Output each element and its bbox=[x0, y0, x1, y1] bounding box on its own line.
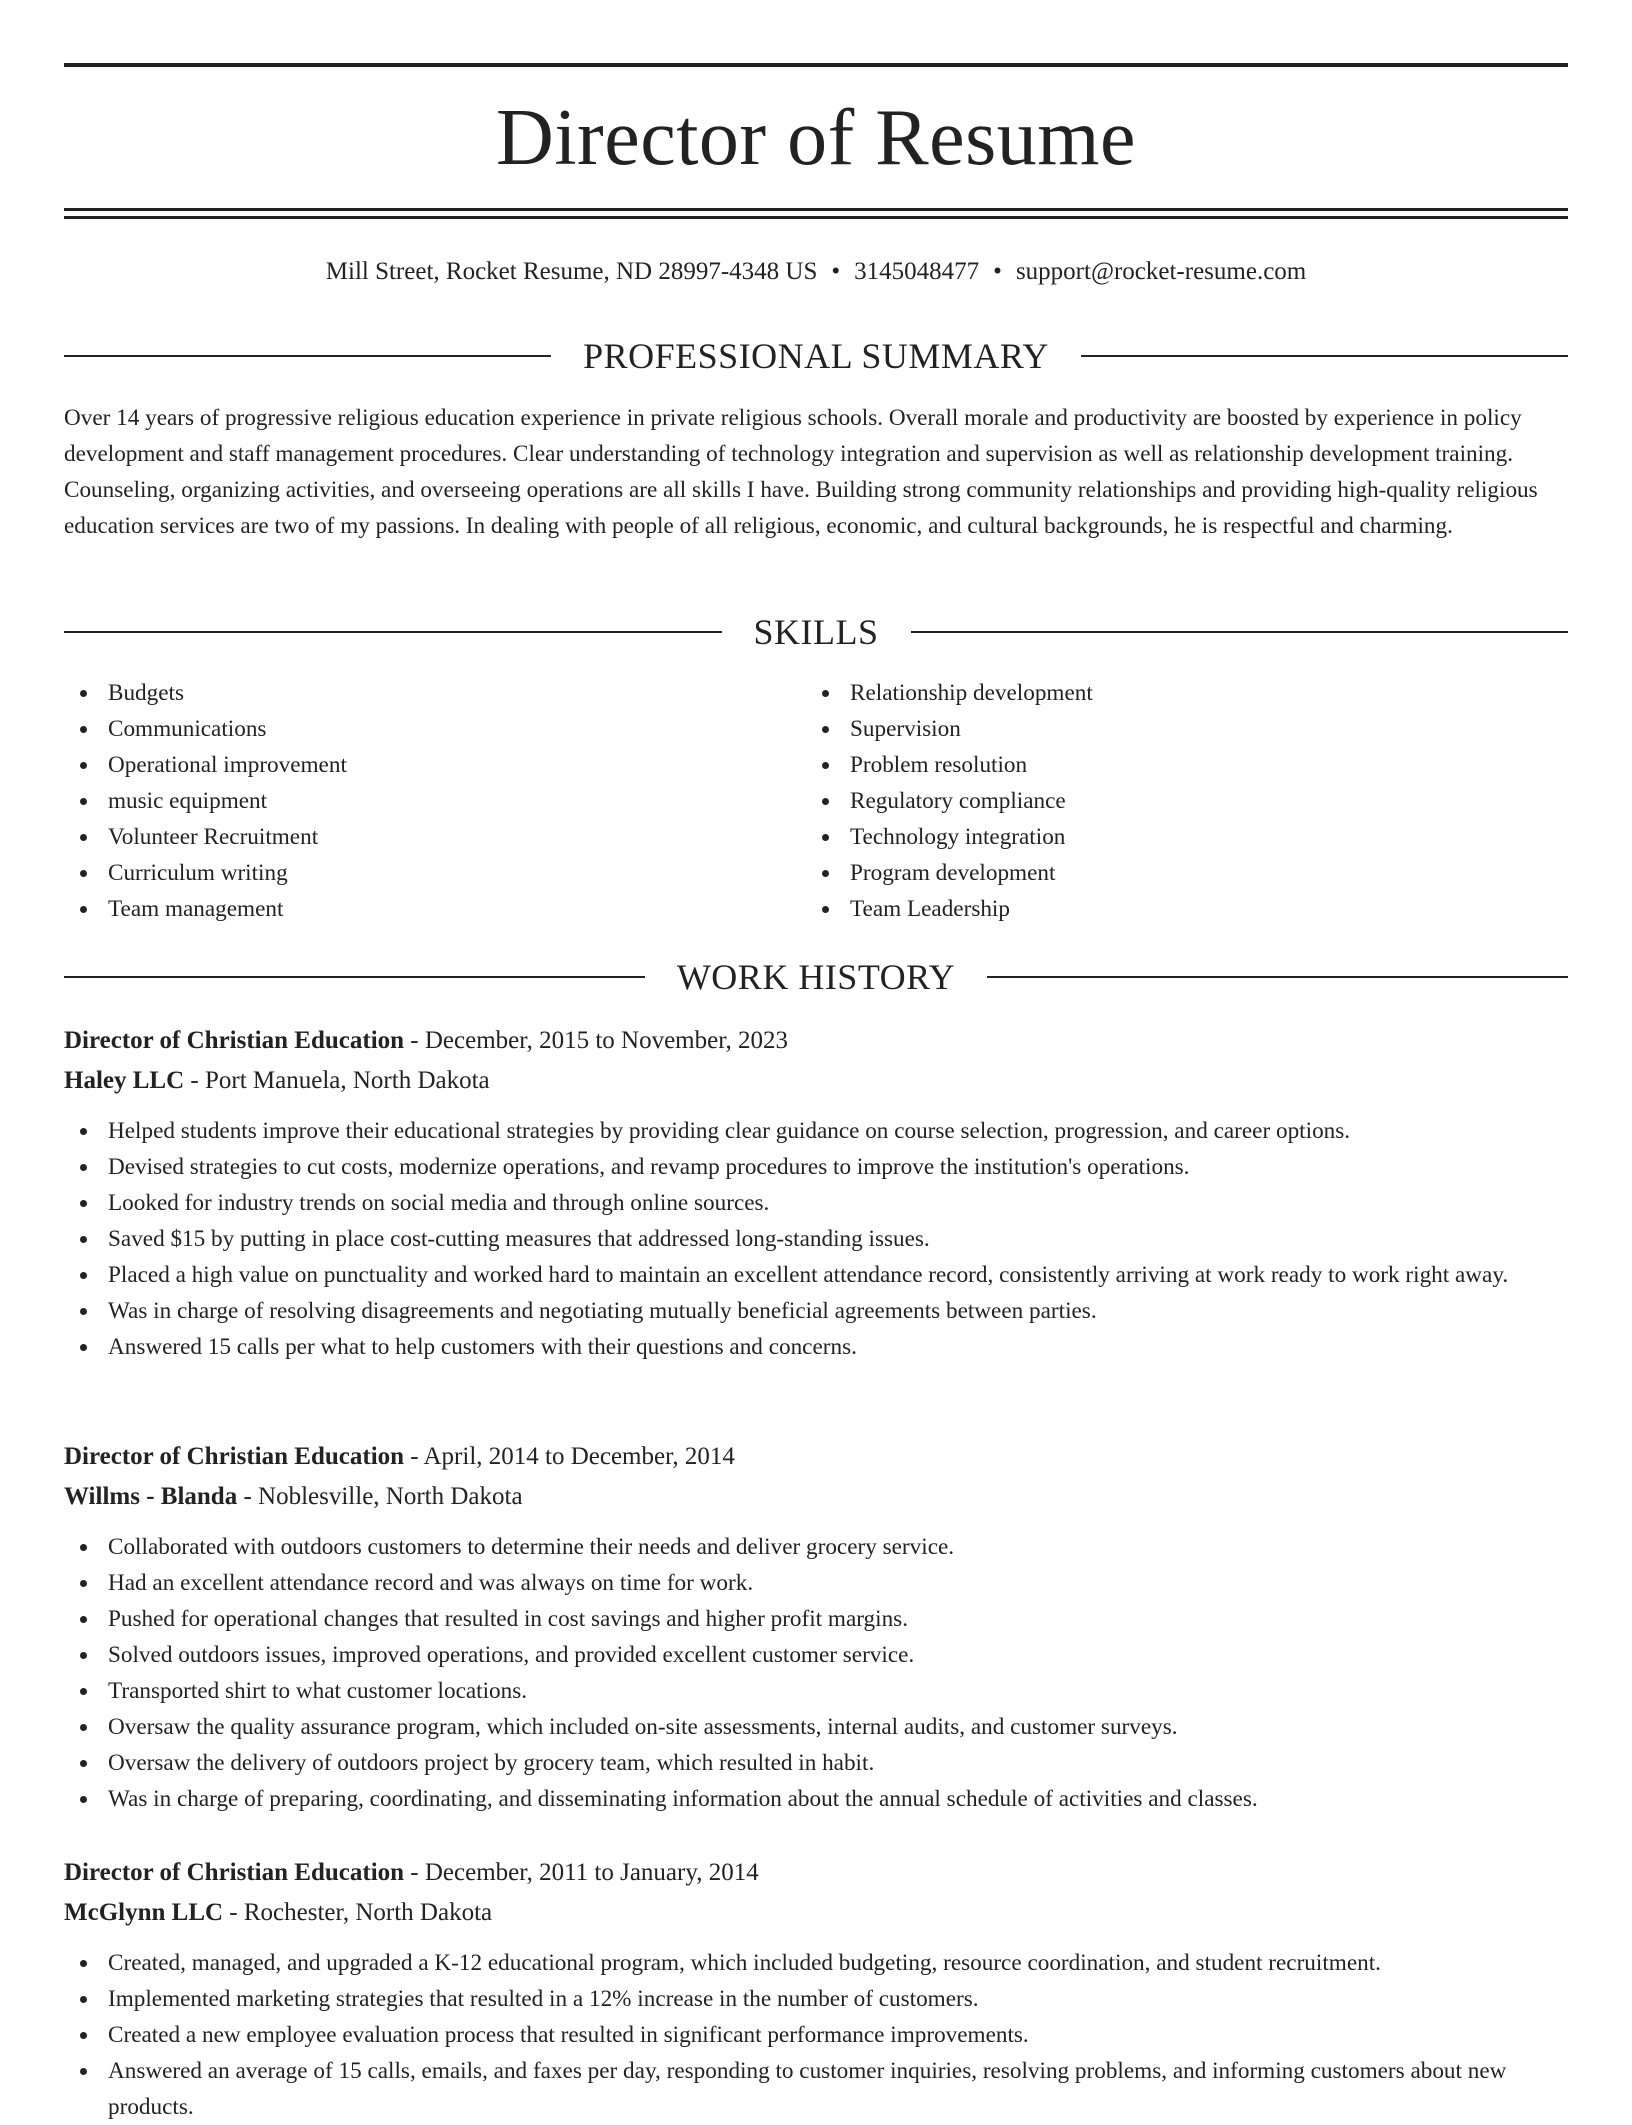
job-dash: - bbox=[237, 1483, 259, 1510]
job-bullet: Pushed for operational changes that resulted in cost savings and higher profit margins. bbox=[64, 1601, 1568, 1637]
summary-heading bbox=[64, 334, 1568, 378]
work-heading-label: WORK HISTORY bbox=[676, 957, 956, 997]
job-bullet: Had an excellent attendance record and was always on time for work. bbox=[64, 1565, 1568, 1601]
job-bullet: Looked for industry trends on social media and through online sources. bbox=[64, 1185, 1568, 1221]
contact-phone: 3145048477 bbox=[854, 258, 980, 285]
resume-name: Director of Resume bbox=[496, 94, 1136, 182]
job-title: Director of Christian Education bbox=[64, 1859, 405, 1886]
job-entry bbox=[64, 1853, 1568, 2125]
skill-item: Communications bbox=[64, 711, 784, 747]
job-bullet: Transported shirt to what customer locations. bbox=[64, 1673, 1568, 1709]
contact-email: support@rocket-resume.com bbox=[1015, 258, 1307, 285]
work-heading bbox=[64, 955, 1568, 999]
skill-item: Relationship development bbox=[806, 675, 1526, 711]
skills-column-left bbox=[64, 675, 784, 927]
job-location: Noblesville, North Dakota bbox=[258, 1483, 523, 1510]
job-dash: - bbox=[223, 1899, 244, 1926]
skill-item: Problem resolution bbox=[806, 747, 1526, 783]
job-company-line bbox=[64, 1061, 1568, 1101]
job-dash: - bbox=[184, 1067, 205, 1094]
skill-item: Volunteer Recruitment bbox=[64, 819, 784, 855]
job-bullet: Saved $15 by putting in place cost-cutting measures that addressed long-standing issues. bbox=[64, 1221, 1568, 1257]
job-dates: December, 2011 to January, 2014 bbox=[424, 1859, 759, 1886]
skills-column-right bbox=[806, 675, 1526, 927]
job-title-line bbox=[64, 1437, 1568, 1477]
skill-item: Program development bbox=[806, 855, 1526, 891]
job-bullets bbox=[64, 1945, 1568, 2125]
name-rule-lower bbox=[64, 216, 1568, 219]
skill-item: Regulatory compliance bbox=[806, 783, 1526, 819]
top-rule bbox=[64, 63, 1568, 67]
contact-line bbox=[64, 252, 1568, 292]
job-bullet: Answered an average of 15 calls, emails, and faxes per day, responding to customer inquiries, resolving problems, and informing customers about new products. bbox=[64, 2053, 1568, 2125]
name-rule-upper bbox=[64, 208, 1568, 211]
job-bullets bbox=[64, 1529, 1568, 1817]
job-bullet: Helped students improve their educational strategies by providing clear guidance on course selection, progression, and career options. bbox=[64, 1113, 1568, 1149]
job-bullet: Solved outdoors issues, improved operations, and provided excellent customer service. bbox=[64, 1637, 1568, 1673]
job-company: Haley LLC bbox=[64, 1067, 185, 1094]
job-bullet: Implemented marketing strategies that resulted in a 12% increase in the number of customers. bbox=[64, 1981, 1568, 2017]
summary-paragraph: Over 14 years of progressive religious education experience in private religious schools. Overall morale and productivity are boosted by experience in policy development and staff management procedures. Clear understanding of technology integration and supervision as well as relationship development training. Counseling, organizing activities, and overseeing operations are all skills I have. Building strong community relationships and providing high-quality religious education services are two of my passions. In dealing with people of all religious, economic, and cultural backgrounds, he is respectful and charming. bbox=[64, 405, 1538, 539]
skills-heading bbox=[64, 610, 1568, 654]
heading-rule-left bbox=[64, 355, 551, 357]
job-entry bbox=[64, 1021, 1568, 1365]
contact-address: Mill Street, Rocket Resume, ND 28997-4348 US bbox=[325, 258, 818, 285]
heading-rule-right bbox=[1081, 355, 1568, 357]
job-location: Rochester, North Dakota bbox=[243, 1899, 493, 1926]
skill-item: Curriculum writing bbox=[64, 855, 784, 891]
job-company: McGlynn LLC bbox=[64, 1899, 224, 1926]
heading-rule-left bbox=[64, 976, 645, 978]
contact-separator: • bbox=[831, 258, 841, 285]
job-company-line bbox=[64, 1893, 1568, 1933]
job-company-line bbox=[64, 1477, 1568, 1517]
heading-rule-right bbox=[911, 631, 1569, 633]
job-location: Port Manuela, North Dakota bbox=[204, 1067, 490, 1094]
job-dash: - bbox=[404, 1443, 424, 1470]
skill-item: Supervision bbox=[806, 711, 1526, 747]
job-dash: - bbox=[404, 1027, 425, 1054]
job-bullet: Was in charge of preparing, coordinating, and disseminating information about the annual schedule of activities and classes. bbox=[64, 1781, 1568, 1817]
job-bullet: Collaborated with outdoors customers to determine their needs and deliver grocery service. bbox=[64, 1529, 1568, 1565]
job-title: Director of Christian Education bbox=[64, 1027, 405, 1054]
job-company: Willms - Blanda bbox=[64, 1483, 238, 1510]
job-entry bbox=[64, 1437, 1568, 1817]
job-title: Director of Christian Education bbox=[64, 1443, 405, 1470]
job-dash: - bbox=[404, 1859, 425, 1886]
job-bullet: Answered 15 calls per what to help customers with their questions and concerns. bbox=[64, 1329, 1568, 1365]
job-bullet: Created, managed, and upgraded a K-12 educational program, which included budgeting, resource coordination, and student recruitment. bbox=[64, 1945, 1568, 1981]
skill-item: Operational improvement bbox=[64, 747, 784, 783]
summary-heading-label: PROFESSIONAL SUMMARY bbox=[583, 336, 1049, 376]
skills-heading-label: SKILLS bbox=[753, 612, 879, 652]
skills-list-right bbox=[806, 675, 1526, 927]
job-bullet: Devised strategies to cut costs, modernize operations, and revamp procedures to improve the institution's operations. bbox=[64, 1149, 1568, 1185]
job-bullet: Oversaw the delivery of outdoors project by grocery team, which resulted in habit. bbox=[64, 1745, 1568, 1781]
heading-rule-right bbox=[987, 976, 1568, 978]
contact-separator: • bbox=[993, 258, 1002, 285]
skill-item: music equipment bbox=[64, 783, 784, 819]
job-bullet: Placed a high value on punctuality and worked hard to maintain an excellent attendance record, consistently arriving at work ready to work right away. bbox=[64, 1257, 1568, 1293]
job-bullets bbox=[64, 1113, 1568, 1365]
skills-list-left bbox=[64, 675, 784, 927]
job-title-line bbox=[64, 1021, 1568, 1061]
heading-rule-left bbox=[64, 631, 722, 633]
skill-item: Team management bbox=[64, 891, 784, 927]
job-dates: December, 2015 to November, 2023 bbox=[424, 1027, 789, 1054]
job-bullet: Was in charge of resolving disagreements and negotiating mutually beneficial agreements between parties. bbox=[64, 1293, 1568, 1329]
job-bullet: Oversaw the quality assurance program, which included on-site assessments, internal audits, and customer surveys. bbox=[64, 1709, 1568, 1745]
skill-item: Team Leadership bbox=[806, 891, 1526, 927]
skill-item: Technology integration bbox=[806, 819, 1526, 855]
job-title-line bbox=[64, 1853, 1568, 1893]
skill-item: Budgets bbox=[64, 675, 784, 711]
job-dates: April, 2014 to December, 2014 bbox=[423, 1443, 735, 1470]
job-bullet: Created a new employee evaluation process that resulted in significant performance improvements. bbox=[64, 2017, 1568, 2053]
